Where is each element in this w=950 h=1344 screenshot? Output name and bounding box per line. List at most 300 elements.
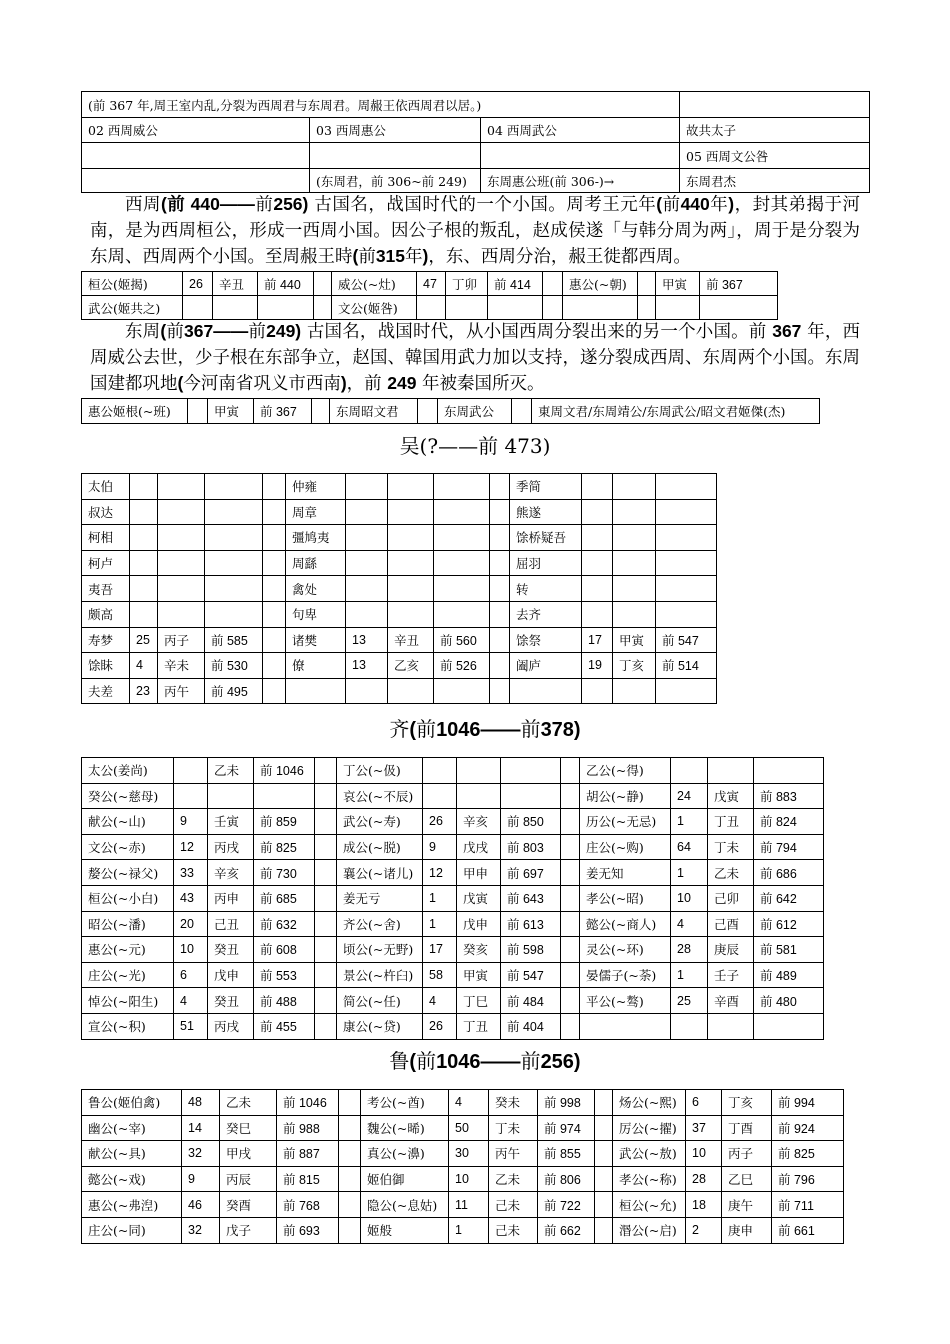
table-row bbox=[82, 576, 717, 602]
table-cell: 懿公(~商人) bbox=[580, 911, 671, 937]
table-cell: 己卯 bbox=[708, 885, 754, 911]
table-cell: 癸亥 bbox=[457, 937, 501, 963]
table-cell: 33 bbox=[174, 860, 208, 886]
table-cell: 前 598 bbox=[501, 937, 561, 963]
table-cell: (东周君，前 306~前 249) bbox=[310, 169, 481, 193]
table-cell: 庄公(~光) bbox=[82, 962, 174, 988]
table-cell bbox=[434, 678, 490, 704]
table-cell: 前 440 bbox=[258, 272, 314, 296]
table-cell: 惠公(~弗湼) bbox=[82, 1192, 182, 1218]
table-cell bbox=[656, 576, 717, 602]
table-cell: 孝公(~昭) bbox=[580, 885, 671, 911]
lu-rulers-table bbox=[81, 1089, 844, 1244]
table-cell bbox=[434, 576, 490, 602]
table-cell: 昭公(~潘) bbox=[82, 911, 174, 937]
table-cell bbox=[388, 550, 434, 576]
zhou-split-table bbox=[81, 91, 870, 193]
table-cell: 真公(~濞) bbox=[361, 1141, 449, 1167]
table-cell bbox=[205, 474, 263, 500]
table-cell: 13 bbox=[346, 653, 388, 679]
table-cell: 前 883 bbox=[754, 783, 824, 809]
table-cell: 前 924 bbox=[772, 1115, 844, 1141]
table-cell bbox=[580, 1013, 671, 1039]
table-cell: 禽处 bbox=[286, 576, 346, 602]
table-cell: 4 bbox=[671, 911, 708, 937]
table-cell: 前 730 bbox=[254, 860, 315, 886]
table-cell bbox=[254, 783, 315, 809]
table-cell: 17 bbox=[423, 937, 457, 963]
table-cell bbox=[130, 474, 158, 500]
table-cell: 历公(~无忌) bbox=[580, 809, 671, 835]
table-cell: 威公(~灶) bbox=[332, 272, 417, 296]
table-row bbox=[82, 1166, 844, 1192]
table-cell: 庄公(~同) bbox=[82, 1217, 182, 1243]
table-cell: 乙亥 bbox=[388, 653, 434, 679]
table-cell: 乙未 bbox=[208, 758, 254, 784]
table-cell: 19 bbox=[582, 653, 613, 679]
table-cell bbox=[315, 988, 337, 1014]
table-cell: 前 1046 bbox=[277, 1090, 339, 1116]
table-cell: 1 bbox=[423, 911, 457, 937]
table-cell bbox=[595, 1090, 613, 1116]
table-row bbox=[82, 809, 824, 835]
table-cell: 前 489 bbox=[754, 962, 824, 988]
table-row bbox=[82, 962, 824, 988]
table-cell: 4 bbox=[174, 988, 208, 1014]
table-cell bbox=[339, 1166, 361, 1192]
table-cell: 东周昭文君 bbox=[330, 399, 418, 424]
table-cell: 癸未 bbox=[489, 1090, 538, 1116]
table-cell bbox=[582, 576, 613, 602]
table-row bbox=[82, 296, 778, 320]
table-cell bbox=[582, 499, 613, 525]
table-cell: 58 bbox=[423, 962, 457, 988]
table-cell bbox=[315, 758, 337, 784]
table-cell: 癸丑 bbox=[208, 988, 254, 1014]
table-cell: 周繇 bbox=[286, 550, 346, 576]
table-cell: 前 974 bbox=[538, 1115, 595, 1141]
table-cell: 孝公(~称) bbox=[613, 1166, 686, 1192]
table-cell: 6 bbox=[174, 962, 208, 988]
table-cell: 1 bbox=[423, 885, 457, 911]
table-cell: 考公(~酋) bbox=[361, 1090, 449, 1116]
table-cell bbox=[339, 1115, 361, 1141]
table-cell bbox=[561, 962, 580, 988]
table-cell: 馀祭 bbox=[510, 627, 582, 653]
table-cell: 献公(~具) bbox=[82, 1141, 182, 1167]
table-row bbox=[82, 474, 717, 500]
table-cell bbox=[314, 296, 332, 320]
table-cell: 己丑 bbox=[208, 911, 254, 937]
table-cell bbox=[561, 885, 580, 911]
table-cell: 东周君杰 bbox=[680, 169, 870, 193]
table-cell: 前 855 bbox=[538, 1141, 595, 1167]
table-cell: 1 bbox=[449, 1217, 489, 1243]
qi-rulers-table bbox=[81, 757, 824, 1040]
table-cell: 丁巳 bbox=[457, 988, 501, 1014]
table-cell bbox=[82, 143, 310, 169]
table-cell bbox=[656, 296, 700, 320]
table-cell bbox=[312, 399, 330, 424]
table-cell bbox=[434, 525, 490, 551]
table-cell: 悼公(~阳生) bbox=[82, 988, 174, 1014]
table-cell: 丁未 bbox=[489, 1115, 538, 1141]
table-cell bbox=[158, 601, 205, 627]
table-cell bbox=[561, 911, 580, 937]
table-cell: 前 455 bbox=[254, 1013, 315, 1039]
table-cell: 懿公(~戏) bbox=[82, 1166, 182, 1192]
table-cell: 湣公(~启) bbox=[613, 1217, 686, 1243]
table-cell: 诸樊 bbox=[286, 627, 346, 653]
table-cell: 辛未 bbox=[158, 653, 205, 679]
table-cell: 前 697 bbox=[501, 860, 561, 886]
table-cell: 4 bbox=[130, 653, 158, 679]
table-cell bbox=[158, 576, 205, 602]
table-cell: 前 553 bbox=[254, 962, 315, 988]
table-row bbox=[82, 627, 717, 653]
table-cell: 前 484 bbox=[501, 988, 561, 1014]
table-cell: 前 414 bbox=[488, 272, 543, 296]
table-row bbox=[82, 653, 717, 679]
table-cell: 武公(姬共之) bbox=[82, 296, 183, 320]
table-cell: 13 bbox=[346, 627, 388, 653]
table-cell: 丙戌 bbox=[208, 834, 254, 860]
table-cell: 己未 bbox=[489, 1192, 538, 1218]
table-cell: 辛丑 bbox=[213, 272, 258, 296]
table-cell: 1 bbox=[671, 962, 708, 988]
table-cell: 顷公(~无野) bbox=[337, 937, 423, 963]
table-cell: 前 1046 bbox=[254, 758, 315, 784]
table-cell bbox=[490, 601, 510, 627]
table-cell bbox=[417, 296, 446, 320]
table-cell: 太公(姜尚) bbox=[82, 758, 174, 784]
table-row bbox=[82, 988, 824, 1014]
table-cell bbox=[434, 499, 490, 525]
table-cell: 14 bbox=[182, 1115, 220, 1141]
table-row bbox=[82, 499, 717, 525]
table-cell bbox=[708, 758, 754, 784]
table-cell bbox=[481, 143, 680, 169]
table-cell bbox=[582, 525, 613, 551]
table-cell bbox=[561, 860, 580, 886]
table-cell bbox=[434, 474, 490, 500]
table-cell: 前 850 bbox=[501, 809, 561, 835]
table-cell: 43 bbox=[174, 885, 208, 911]
table-cell: 隐公(~息姑) bbox=[361, 1192, 449, 1218]
table-cell bbox=[754, 758, 824, 784]
table-cell: 前 643 bbox=[501, 885, 561, 911]
table-cell: 柯相 bbox=[82, 525, 130, 551]
table-cell: 前 608 bbox=[254, 937, 315, 963]
table-cell: 丙申 bbox=[208, 885, 254, 911]
table-cell: 癸公(~慈母) bbox=[82, 783, 174, 809]
table-cell: 平公(~骜) bbox=[580, 988, 671, 1014]
table-cell bbox=[205, 499, 263, 525]
table-cell: 东周惠公班(前 306-)→ bbox=[481, 169, 680, 193]
table-cell: 丙午 bbox=[158, 678, 205, 704]
table-cell: 东周武公 bbox=[438, 399, 512, 424]
table-cell bbox=[754, 1013, 824, 1039]
table-row bbox=[82, 1141, 844, 1167]
table-cell: 庄公(~购) bbox=[580, 834, 671, 860]
table-cell: 夫差 bbox=[82, 678, 130, 704]
table-cell: 前 488 bbox=[254, 988, 315, 1014]
table-cell: 故共太子 bbox=[680, 118, 870, 143]
table-row bbox=[82, 399, 820, 424]
table-cell bbox=[656, 525, 717, 551]
table-cell: 甲寅 bbox=[613, 627, 656, 653]
table-cell: 前 803 bbox=[501, 834, 561, 860]
table-cell: 乙巳 bbox=[722, 1166, 772, 1192]
table-cell: 32 bbox=[182, 1217, 220, 1243]
table-cell: 17 bbox=[582, 627, 613, 653]
table-cell bbox=[263, 678, 286, 704]
table-cell: 嫠公(~禄父) bbox=[82, 860, 174, 886]
table-cell bbox=[501, 783, 561, 809]
table-cell: 太伯 bbox=[82, 474, 130, 500]
table-cell: 1 bbox=[671, 860, 708, 886]
wu-heading: 吴(?——前 473) bbox=[399, 434, 551, 458]
xizhou-paragraph: 西周(前 440——前256) 古国名，战国时代的一个小国。周考王元年(前440年)，封其弟揭于河南，是为西周桓公，形成一西周小国。因公子根的叛乱，赵成侯遂「与韩分周为两」，周于是分裂为东周、西周两个小国。至周赧王時(前315年)，东、西周分治，赧王徙都西周。 bbox=[90, 194, 861, 267]
table-cell bbox=[613, 525, 656, 551]
table-cell: 48 bbox=[182, 1090, 220, 1116]
table-cell: 姜无知 bbox=[580, 860, 671, 886]
table-cell: 武公(~敖) bbox=[613, 1141, 686, 1167]
table-cell: 丁卯 bbox=[446, 272, 488, 296]
table-cell: 前 367 bbox=[254, 399, 312, 424]
table-cell: 乙未 bbox=[708, 860, 754, 886]
table-cell: 颇高 bbox=[82, 601, 130, 627]
table-cell: 前 994 bbox=[772, 1090, 844, 1116]
table-cell bbox=[490, 653, 510, 679]
table-cell bbox=[388, 678, 434, 704]
table-cell: 柯卢 bbox=[82, 550, 130, 576]
table-cell: 26 bbox=[183, 272, 213, 296]
table-cell: 癸酉 bbox=[220, 1192, 277, 1218]
table-cell: 乙公(~得) bbox=[580, 758, 671, 784]
table-cell bbox=[263, 576, 286, 602]
table-cell: 東周文君/东周靖公/东周武公/昭文君姬傑(杰) bbox=[532, 399, 820, 424]
table-cell: 哀公(~不辰) bbox=[337, 783, 423, 809]
table-cell: 季简 bbox=[510, 474, 582, 500]
table-cell: 前 887 bbox=[277, 1141, 339, 1167]
table-cell bbox=[388, 499, 434, 525]
table-cell: 9 bbox=[174, 809, 208, 835]
table-cell bbox=[263, 627, 286, 653]
table-cell bbox=[339, 1192, 361, 1218]
table-row bbox=[82, 601, 717, 627]
table-cell: 庚午 bbox=[722, 1192, 772, 1218]
table-row bbox=[82, 834, 824, 860]
table-row bbox=[82, 1090, 844, 1116]
table-cell: 辛亥 bbox=[208, 860, 254, 886]
table-cell: 康公(~贷) bbox=[337, 1013, 423, 1039]
table-cell: 鲁公(姬伯禽) bbox=[82, 1090, 182, 1116]
table-row bbox=[82, 1192, 844, 1218]
table-cell: 丙子 bbox=[722, 1141, 772, 1167]
table-cell: 辛丑 bbox=[388, 627, 434, 653]
table-cell: 丙午 bbox=[489, 1141, 538, 1167]
table-cell: 前 693 bbox=[277, 1217, 339, 1243]
table-cell: 前 661 bbox=[772, 1217, 844, 1243]
table-cell bbox=[205, 525, 263, 551]
table-cell bbox=[595, 1166, 613, 1192]
table-cell bbox=[512, 399, 532, 424]
table-cell: 丙戌 bbox=[208, 1013, 254, 1039]
table-cell bbox=[561, 783, 580, 809]
table-cell: 4 bbox=[449, 1090, 489, 1116]
table-cell: 前 560 bbox=[434, 627, 490, 653]
table-cell: 前 581 bbox=[754, 937, 824, 963]
table-cell: 戊申 bbox=[457, 911, 501, 937]
table-cell bbox=[595, 1115, 613, 1141]
table-cell bbox=[656, 601, 717, 627]
table-cell: 宣公(~积) bbox=[82, 1013, 174, 1039]
table-cell: 甲戌 bbox=[220, 1141, 277, 1167]
table-cell bbox=[263, 499, 286, 525]
table-cell bbox=[315, 911, 337, 937]
table-cell: 句卑 bbox=[286, 601, 346, 627]
table-cell bbox=[158, 499, 205, 525]
table-cell bbox=[595, 1141, 613, 1167]
table-cell: 2 bbox=[686, 1217, 722, 1243]
table-cell: 戊子 bbox=[220, 1217, 277, 1243]
table-row bbox=[82, 783, 824, 809]
table-cell bbox=[446, 296, 488, 320]
table-cell: 47 bbox=[417, 272, 446, 296]
table-cell: 丁公(~伋) bbox=[337, 758, 423, 784]
table-cell: 前 514 bbox=[656, 653, 717, 679]
table-cell: 64 bbox=[671, 834, 708, 860]
table-cell: 前 825 bbox=[772, 1141, 844, 1167]
xizhou-rulers-table bbox=[81, 271, 778, 320]
table-cell: 28 bbox=[671, 937, 708, 963]
table-cell bbox=[263, 601, 286, 627]
table-cell bbox=[490, 525, 510, 551]
table-cell bbox=[638, 296, 656, 320]
table-cell: 叔达 bbox=[82, 499, 130, 525]
table-cell: 惠公姬根(~班) bbox=[82, 399, 188, 424]
table-cell: 周章 bbox=[286, 499, 346, 525]
table-cell: 桓公(姬揭) bbox=[82, 272, 183, 296]
table-cell: 50 bbox=[449, 1115, 489, 1141]
wu-rulers-table bbox=[81, 473, 717, 704]
table-cell: 9 bbox=[423, 834, 457, 860]
table-cell bbox=[310, 143, 481, 169]
table-cell: 戊寅 bbox=[708, 783, 754, 809]
table-cell: 前 806 bbox=[538, 1166, 595, 1192]
table-cell: 12 bbox=[174, 834, 208, 860]
table-cell: 丁丑 bbox=[708, 809, 754, 835]
table-cell bbox=[543, 296, 563, 320]
table-cell: 前 495 bbox=[205, 678, 263, 704]
table-cell: 前 988 bbox=[277, 1115, 339, 1141]
table-cell: 阖庐 bbox=[510, 653, 582, 679]
table-cell bbox=[263, 653, 286, 679]
table-row bbox=[82, 272, 778, 296]
table-cell: 乙未 bbox=[220, 1090, 277, 1116]
table-cell bbox=[490, 627, 510, 653]
table-cell: 壬子 bbox=[708, 962, 754, 988]
table-cell: 甲寅 bbox=[457, 962, 501, 988]
table-cell: 戊申 bbox=[208, 962, 254, 988]
table-cell: 惠公(~朝) bbox=[563, 272, 638, 296]
table-cell bbox=[205, 550, 263, 576]
dongzhou-paragraph: 东周(前367——前249) 古国名，战国时代，从小国西周分裂出来的另一个小国。前 367 年，西周威公去世，少子根在东部争立，赵国、韓国用武力加以支持，遂分裂成西周、东周两个小国。东周国建都巩地(今河南省巩义市西南)，前 249 年被秦国所灭。 bbox=[90, 321, 861, 394]
table-cell bbox=[346, 525, 388, 551]
table-cell bbox=[188, 399, 208, 424]
table-cell: 夷吾 bbox=[82, 576, 130, 602]
table-cell bbox=[388, 601, 434, 627]
table-cell bbox=[130, 550, 158, 576]
table-cell: 前 526 bbox=[434, 653, 490, 679]
table-cell: 20 bbox=[174, 911, 208, 937]
table-cell: 前 998 bbox=[538, 1090, 595, 1116]
table-cell bbox=[388, 576, 434, 602]
table-cell bbox=[205, 601, 263, 627]
table-cell bbox=[543, 272, 563, 296]
table-cell: 癸巳 bbox=[220, 1115, 277, 1141]
table-cell: 僚 bbox=[286, 653, 346, 679]
table-cell: 51 bbox=[174, 1013, 208, 1039]
table-cell: 9 bbox=[182, 1166, 220, 1192]
table-cell: 46 bbox=[182, 1192, 220, 1218]
table-cell: 03 西周惠公 bbox=[310, 118, 481, 143]
table-cell: 丙子 bbox=[158, 627, 205, 653]
table-row bbox=[82, 758, 824, 784]
table-cell bbox=[561, 1013, 580, 1039]
table-cell: 武公(~寿) bbox=[337, 809, 423, 835]
table-cell: 前 768 bbox=[277, 1192, 339, 1218]
table-cell: 04 西周武公 bbox=[481, 118, 680, 143]
table-cell: 前 642 bbox=[754, 885, 824, 911]
table-cell bbox=[263, 474, 286, 500]
table-cell: 惠公(~元) bbox=[82, 937, 174, 963]
table-cell bbox=[130, 499, 158, 525]
table-cell: 晏儒子(~荼) bbox=[580, 962, 671, 988]
table-cell bbox=[582, 678, 613, 704]
table-cell bbox=[388, 474, 434, 500]
table-cell: 庚辰 bbox=[708, 937, 754, 963]
table-cell bbox=[563, 296, 638, 320]
table-cell: 前 613 bbox=[501, 911, 561, 937]
table-cell: 4 bbox=[423, 988, 457, 1014]
table-cell bbox=[656, 474, 717, 500]
table-cell: 熊遂 bbox=[510, 499, 582, 525]
table-cell: 戊寅 bbox=[457, 885, 501, 911]
table-row bbox=[82, 1013, 824, 1039]
table-cell: 1 bbox=[671, 809, 708, 835]
table-cell bbox=[346, 499, 388, 525]
table-cell: 姬般 bbox=[361, 1217, 449, 1243]
table-cell: 28 bbox=[686, 1166, 722, 1192]
table-cell bbox=[314, 272, 332, 296]
table-cell bbox=[130, 601, 158, 627]
table-cell: 前 859 bbox=[254, 809, 315, 835]
table-cell: 幽公(~宰) bbox=[82, 1115, 182, 1141]
table-cell bbox=[561, 937, 580, 963]
table-cell bbox=[656, 499, 717, 525]
table-cell: 辛酉 bbox=[708, 988, 754, 1014]
table-cell: 37 bbox=[686, 1115, 722, 1141]
table-row bbox=[82, 1217, 844, 1243]
table-cell: 6 bbox=[686, 1090, 722, 1116]
table-cell bbox=[346, 550, 388, 576]
table-cell: 32 bbox=[182, 1141, 220, 1167]
table-cell bbox=[656, 678, 717, 704]
table-row bbox=[82, 860, 824, 886]
table-cell: 庚申 bbox=[722, 1217, 772, 1243]
